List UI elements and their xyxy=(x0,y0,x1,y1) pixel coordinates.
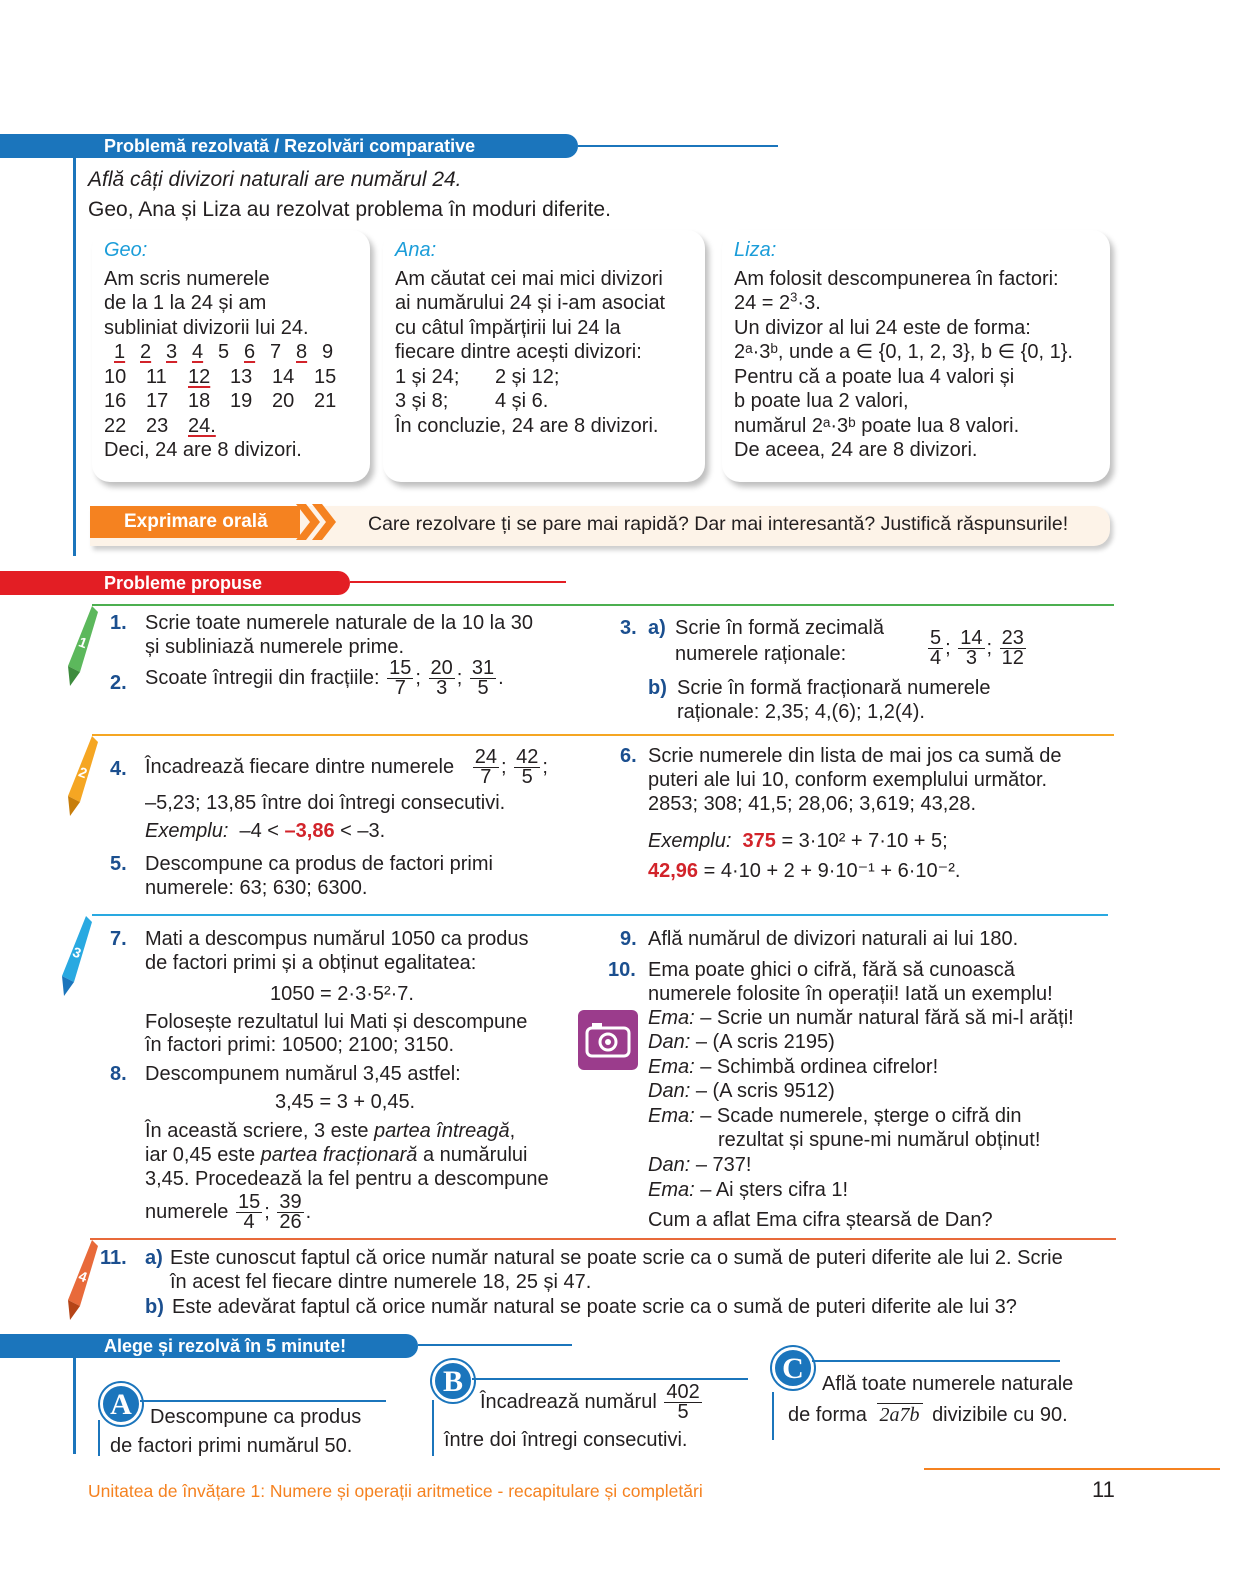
problem-1-line-1: Scrie toate numerele naturale de la 10 la 30 xyxy=(145,612,534,634)
option-c-badge: C xyxy=(772,1347,814,1389)
numerator: 15 xyxy=(237,1191,261,1214)
problem-11a-line-2: în acest fel fiecare dintre numerele 18, 25 și 47. xyxy=(170,1271,592,1293)
problem-8-line-5: numerele $\frac{15}{4}$ ; $\frac{39}{26}$ . xyxy=(145,1191,312,1234)
numerator: 402 xyxy=(666,1381,700,1404)
geo-conclusion: Deci, 24 are 8 divizori. xyxy=(104,439,302,461)
liza-line-6: b poate lua 2 valori, xyxy=(734,390,909,412)
fraction xyxy=(470,659,496,698)
level-4-rule xyxy=(90,1238,1116,1240)
geo-number-row-1 xyxy=(104,340,358,365)
speech: – 737! xyxy=(695,1154,752,1176)
liza-line-3: Un divizor al lui 24 este de forma: xyxy=(734,316,1031,339)
numerator: 42 xyxy=(516,746,539,769)
level-4-number: 4 xyxy=(76,1267,90,1286)
divisor-number: 1 xyxy=(114,341,126,363)
example-highlight: 42,96 xyxy=(648,860,699,882)
problem-8-number: 8. xyxy=(110,1063,127,1085)
speaker: Ema: xyxy=(648,1007,695,1029)
example-label: Exemplu: xyxy=(648,830,732,852)
dialog-line-3 xyxy=(648,1055,938,1080)
ana-card xyxy=(383,230,705,482)
numerator: 15 xyxy=(389,657,412,680)
geo-card xyxy=(92,230,370,482)
geo-line-3: subliniat divizorii lui 24. xyxy=(104,316,309,339)
denominator: 7 xyxy=(480,766,492,789)
problem-7-line-4: în factori primi: 10500; 2100; 3150. xyxy=(145,1034,455,1056)
fraction xyxy=(664,1383,701,1422)
dialog-line-1 xyxy=(648,1006,1074,1031)
fraction xyxy=(473,748,499,787)
problem-3-number: 3. xyxy=(620,617,637,639)
option-c-rule xyxy=(812,1360,1060,1362)
example-text: < –3. xyxy=(334,820,386,842)
problem-5-line-2: numerele: 63; 630; 6300. xyxy=(145,877,368,899)
text: a numărului xyxy=(417,1144,528,1166)
ana-line-3: cu câtul împărțirii lui 24 la xyxy=(395,316,621,339)
level-2-rule xyxy=(92,734,1114,736)
dialog-line-7 xyxy=(648,1178,848,1203)
example-highlight: –3,86 xyxy=(284,820,335,842)
problem-11a-label: a) xyxy=(145,1247,163,1269)
dialog-line-2 xyxy=(648,1030,835,1055)
problem-4-text: Încadrează fiecare dintre numerele xyxy=(145,756,455,778)
term: partea întreagă xyxy=(374,1120,510,1142)
divisor-number: 24. xyxy=(188,414,216,437)
divisor-number: 3 xyxy=(166,341,178,363)
numerator: 24 xyxy=(474,746,497,769)
level-2-number: 2 xyxy=(76,763,90,782)
section-header-choose xyxy=(0,1334,418,1358)
fraction xyxy=(387,659,413,698)
speech: – (A scris 2195) xyxy=(695,1031,835,1053)
oral-label: Exprimare orală xyxy=(90,506,300,538)
ana-pairs-2 xyxy=(395,389,693,414)
speaker: Ema: xyxy=(648,1056,695,1078)
option-b-line-2: între doi întregi consecutivi. xyxy=(444,1429,688,1451)
option-b-line-1 xyxy=(480,1380,704,1424)
problem-3a-label: a) xyxy=(648,617,666,639)
example-text: = 4·10 + 2 + 9·10⁻¹ + 6·10⁻². xyxy=(703,860,961,882)
speech: – Scrie un număr natural fără să mi-l arăți! xyxy=(700,1007,1074,1029)
number: 5 xyxy=(218,341,230,363)
problem-6-number: 6. xyxy=(620,745,637,767)
number: 22 xyxy=(104,414,127,437)
geo-number-row-4 xyxy=(104,414,358,439)
example-text: = 3·10² + 7·10 + 5; xyxy=(781,830,948,852)
text: iar 0,45 este xyxy=(145,1144,261,1166)
divisor-number: 6 xyxy=(244,341,256,363)
divisor-number: 8 xyxy=(296,341,308,363)
option-a-side-rule xyxy=(98,1420,100,1456)
numerator: 14 xyxy=(960,627,983,650)
geo-number-row-3 xyxy=(104,389,358,414)
problem-11b-label: b) xyxy=(145,1296,164,1318)
example-highlight: 375 xyxy=(742,830,776,852)
problem-5-number: 5. xyxy=(110,853,127,875)
dialog-line-4 xyxy=(648,1079,835,1104)
example-text: –4 < xyxy=(239,820,285,842)
problem-2-text: Scoate întregii din fracțiile: xyxy=(145,667,380,689)
problem-10-line-1: Ema poate ghici o cifră, fără să cunoască xyxy=(648,959,1015,981)
problem-8-line-4: 3,45. Procedează la fel pentru a descompune xyxy=(145,1168,549,1190)
section-header-solved-label: Problemă rezolvată / Rezolvări comparative xyxy=(104,136,476,156)
speech: – (A scris 9512) xyxy=(695,1080,835,1102)
footer-unit: Unitatea de învățare 1: Numere și operații aritmetice - recapitulare și completări xyxy=(88,1481,703,1501)
geo-line-1: Am scris numerele xyxy=(104,267,270,290)
problem-7-line-3: Folosește rezultatul lui Mati și descompune xyxy=(145,1011,528,1033)
option-b-side-rule xyxy=(432,1400,434,1456)
fraction xyxy=(958,629,984,668)
number: 21 xyxy=(314,390,337,412)
option-a-line-1: Descompune ca produs xyxy=(150,1406,362,1428)
ana-line-1: Am căutat cei mai mici divizori xyxy=(395,267,663,290)
problem-6-line-2: puteri ale lui 10, conform exemplului următor. xyxy=(648,769,1048,791)
geo-name: Geo: xyxy=(104,239,148,261)
liza-line-8: De aceea, 24 are 8 divizori. xyxy=(734,439,978,461)
option-c-line-1: Află toate numerele naturale xyxy=(822,1373,1074,1395)
denominator: 5 xyxy=(477,677,489,700)
number: 11 xyxy=(146,365,167,388)
option-a-line-2: de factori primi numărul 50. xyxy=(110,1435,353,1457)
liza-line-7: numărul 2ᵃ·3ᵇ poate lua 8 valori. xyxy=(734,414,1020,437)
dialog-line-5b: rezultat și spune-mi numărul obținut! xyxy=(718,1129,1041,1151)
numerator: 20 xyxy=(430,657,453,680)
problem-7-line-2: de factori primi și a obținut egalitatea: xyxy=(145,952,477,974)
geo-number-row-2 xyxy=(104,365,358,390)
dialog-line-6 xyxy=(648,1153,751,1178)
speech: – Schimbă ordinea cifrelor! xyxy=(700,1056,939,1078)
level-3-rule xyxy=(92,914,1108,916)
section-header-proposed-label: Probleme propuse xyxy=(104,573,263,593)
number: 15 xyxy=(314,365,337,388)
text: 24 = 2 xyxy=(734,292,791,314)
problem-10-number: 10. xyxy=(608,959,636,981)
pair: 1 și 24; xyxy=(395,365,460,388)
divisor-number: 12 xyxy=(188,365,211,388)
liza-name: Liza: xyxy=(734,239,777,261)
example-label: Exemplu: xyxy=(145,820,229,842)
numerator: 31 xyxy=(471,657,495,680)
problem-7-equation: 1050 = 2·3·5²·7. xyxy=(270,983,414,1005)
text: de forma xyxy=(788,1404,867,1426)
option-c-side-rule xyxy=(772,1392,774,1440)
speaker: Dan: xyxy=(648,1154,691,1176)
number: 18 xyxy=(188,390,211,412)
section-side-rule xyxy=(73,1358,76,1454)
number: 7 xyxy=(270,341,282,363)
ana-line-4: fiecare dintre acești divizori: xyxy=(395,341,642,363)
number: 17 xyxy=(146,390,169,412)
problem-1-number: 1. xyxy=(110,612,127,634)
ana-name: Ana: xyxy=(395,239,437,261)
exponent: 3 xyxy=(790,289,798,305)
problem-3a-line-1: Scrie în formă zecimală xyxy=(675,617,884,639)
fraction xyxy=(928,629,943,668)
problem-9-number: 9. xyxy=(620,928,637,950)
liza-line-2 xyxy=(734,291,1098,316)
problem-2-number: 2. xyxy=(110,672,127,694)
problem-1-line-2: și subliniază numerele prime. xyxy=(145,636,405,658)
numerator: 39 xyxy=(279,1191,302,1214)
liza-line-1: Am folosit descompunerea în factori: xyxy=(734,267,1059,290)
pair: 3 și 8; xyxy=(395,390,449,412)
double-chevron-icon xyxy=(296,504,340,540)
problem-8-equation: 3,45 = 3 + 0,45. xyxy=(275,1091,416,1113)
fraction xyxy=(514,748,540,787)
problem-4-example xyxy=(145,819,385,844)
option-a-rule xyxy=(140,1400,386,1402)
level-3-number: 3 xyxy=(70,943,84,962)
numerator: 5 xyxy=(930,627,942,650)
denominator: 12 xyxy=(1001,647,1024,670)
speaker: Ema: xyxy=(648,1179,695,1201)
section-header-proposed xyxy=(0,571,350,595)
term: partea fracționară xyxy=(260,1144,418,1166)
camera-glyph xyxy=(578,1010,638,1070)
overlined-number: 2a7b xyxy=(877,1403,923,1426)
problem-3a-line-2: numerele raționale: xyxy=(675,643,847,665)
problem-8-line-3 xyxy=(145,1143,527,1168)
denominator: 5 xyxy=(677,1401,689,1424)
geo-line-2: de la 1 la 24 și am xyxy=(104,292,267,314)
denominator: 4 xyxy=(930,647,942,670)
number: 10 xyxy=(104,365,127,388)
fraction xyxy=(236,1193,262,1232)
ana-pairs-1 xyxy=(395,365,693,390)
problem-4-number: 4. xyxy=(110,758,127,780)
solved-intro: Geo, Ana și Liza au rezolvat problema în moduri diferite. xyxy=(88,198,611,221)
pair: 2 și 12; xyxy=(495,365,560,388)
option-a-badge: A xyxy=(100,1383,142,1425)
number: 14 xyxy=(272,365,295,388)
problem-6-example-1 xyxy=(648,829,948,854)
level-1-pencil-icon xyxy=(58,606,98,686)
text: numerele xyxy=(145,1201,229,1223)
level-1-rule xyxy=(92,604,1114,606)
page-number: 11 xyxy=(1092,1477,1115,1502)
number: 13 xyxy=(230,365,253,388)
denominator: 4 xyxy=(243,1211,255,1234)
option-b-badge: B xyxy=(432,1360,474,1402)
number: 20 xyxy=(272,390,295,412)
speech: – Scade numerele, șterge o cifră din xyxy=(700,1105,1022,1127)
denominator: 3 xyxy=(965,647,977,670)
problem-4-line-1: Încadrează fiecare dintre numerele $\frac{24}{7}$ ; $\frac{42}{5}$ ; xyxy=(145,746,548,789)
speech: – Ai șters cifra 1! xyxy=(700,1179,849,1201)
text: ·3. xyxy=(797,292,821,314)
liza-line-4: 2ᵃ·3ᵇ, unde a ∈ {0, 1, 2, 3}, b ∈ {0, 1}. xyxy=(734,341,1073,363)
divisor-number: 2 xyxy=(140,341,152,363)
number: 23 xyxy=(146,414,169,437)
problem-6-line-3: 2853; 308; 41,5; 28,06; 3,619; 43,28. xyxy=(648,793,977,815)
numerator: 23 xyxy=(1001,627,1024,650)
problem-9-text: Află numărul de divizori naturali ai lui 180. xyxy=(648,928,1019,950)
text: În această scriere, 3 este xyxy=(145,1120,375,1142)
text: Încadrează numărul xyxy=(480,1391,657,1413)
number: 19 xyxy=(230,390,253,412)
speaker: Dan: xyxy=(648,1031,691,1053)
level-2-pencil-icon xyxy=(58,736,98,816)
header-rule xyxy=(578,145,778,147)
ana-conclusion: În concluzie, 24 are 8 divizori. xyxy=(395,414,659,437)
problem-3b-line-1: Scrie în formă fracționară numerele xyxy=(677,677,991,699)
option-c-line-2 xyxy=(788,1403,1068,1428)
number: 16 xyxy=(104,390,127,412)
pair: 4 și 6. xyxy=(495,390,549,412)
speaker: Dan: xyxy=(648,1080,691,1102)
oral-text: Care rezolvare ți se pare mai rapidă? Dar mai interesantă? Justifică răspunsurile! xyxy=(368,513,1069,535)
number: 9 xyxy=(322,341,334,363)
solved-task: Află câți divizori naturali are numărul 24. xyxy=(88,168,462,191)
problem-10-question: Cum a aflat Ema cifra ștearsă de Dan? xyxy=(648,1209,993,1231)
header-rule xyxy=(418,1344,572,1346)
text: , xyxy=(509,1120,516,1142)
fraction xyxy=(1000,629,1026,668)
problem-11-number: 11. xyxy=(100,1247,127,1269)
problem-8-line-2 xyxy=(145,1119,515,1144)
problem-3a-fractions: $\frac{5}{4}$ ; $\frac{14}{3}$ ; $\frac{23}{12}$ xyxy=(930,627,1024,670)
camera-icon xyxy=(578,1010,638,1070)
problem-7-number: 7. xyxy=(110,928,127,950)
speaker: Ema: xyxy=(648,1105,695,1127)
denominator: 26 xyxy=(279,1211,302,1234)
denominator: 5 xyxy=(521,766,533,789)
problem-5-line-1: Descompune ca produs de factori primi xyxy=(145,853,493,875)
problem-6-line-1: Scrie numerele din lista de mai jos ca sumă de xyxy=(648,745,1062,767)
divisor-number: 4 xyxy=(192,341,204,363)
liza-card xyxy=(722,230,1110,482)
fraction xyxy=(277,1193,303,1232)
problem-4-line-2: –5,23; 13,85 între doi întregi consecutivi. xyxy=(145,792,506,814)
level-4-pencil-icon xyxy=(58,1240,98,1320)
header-rule xyxy=(350,581,566,583)
ana-line-2: ai numărului 24 și i-am asociat xyxy=(395,292,666,314)
footer-rule xyxy=(924,1468,1220,1470)
liza-line-5: Pentru că a poate lua 4 valori și xyxy=(734,365,1015,388)
section-side-rule xyxy=(73,134,76,556)
problem-3b-line-2: raționale: 2,35; 4,(6); 1,2(4). xyxy=(677,701,925,723)
problem-7-line-1: Mati a descompus numărul 1050 ca produs xyxy=(145,928,529,950)
problem-10-line-2: numerele folosite în operații! Iată un exemplu! xyxy=(648,983,1053,1005)
problem-2-line: Scoate întregii din fracțiile: $\frac{15}{7}$ ; $\frac{20}{3}$ ; $\frac{31}{5}$ . xyxy=(145,657,504,700)
denominator: 7 xyxy=(394,677,406,700)
fraction xyxy=(429,659,455,698)
section-header-choose-label: Alege și rezolvă în 5 minute! xyxy=(104,1336,347,1356)
level-3-pencil-icon xyxy=(52,916,92,996)
denominator: 3 xyxy=(436,677,448,700)
problem-11a-line-1: Este cunoscut faptul că orice număr natural se poate scrie ca o sumă de puteri diferite ale lui 2. Scrie xyxy=(170,1247,1063,1269)
problem-3b-label: b) xyxy=(648,677,667,699)
section-header-solved xyxy=(0,134,578,158)
text: divizibile cu 90. xyxy=(932,1404,1068,1426)
problem-6-example-2 xyxy=(648,859,960,884)
dialog-line-5 xyxy=(648,1104,1022,1129)
level-1-number: 1 xyxy=(76,633,90,652)
problem-11b-line: Este adevărat faptul că orice număr natural se poate scrie ca o sumă de puteri diferite ale lui 3? xyxy=(172,1296,1017,1318)
problem-8-line-1: Descompunem numărul 3,45 astfel: xyxy=(145,1063,461,1085)
